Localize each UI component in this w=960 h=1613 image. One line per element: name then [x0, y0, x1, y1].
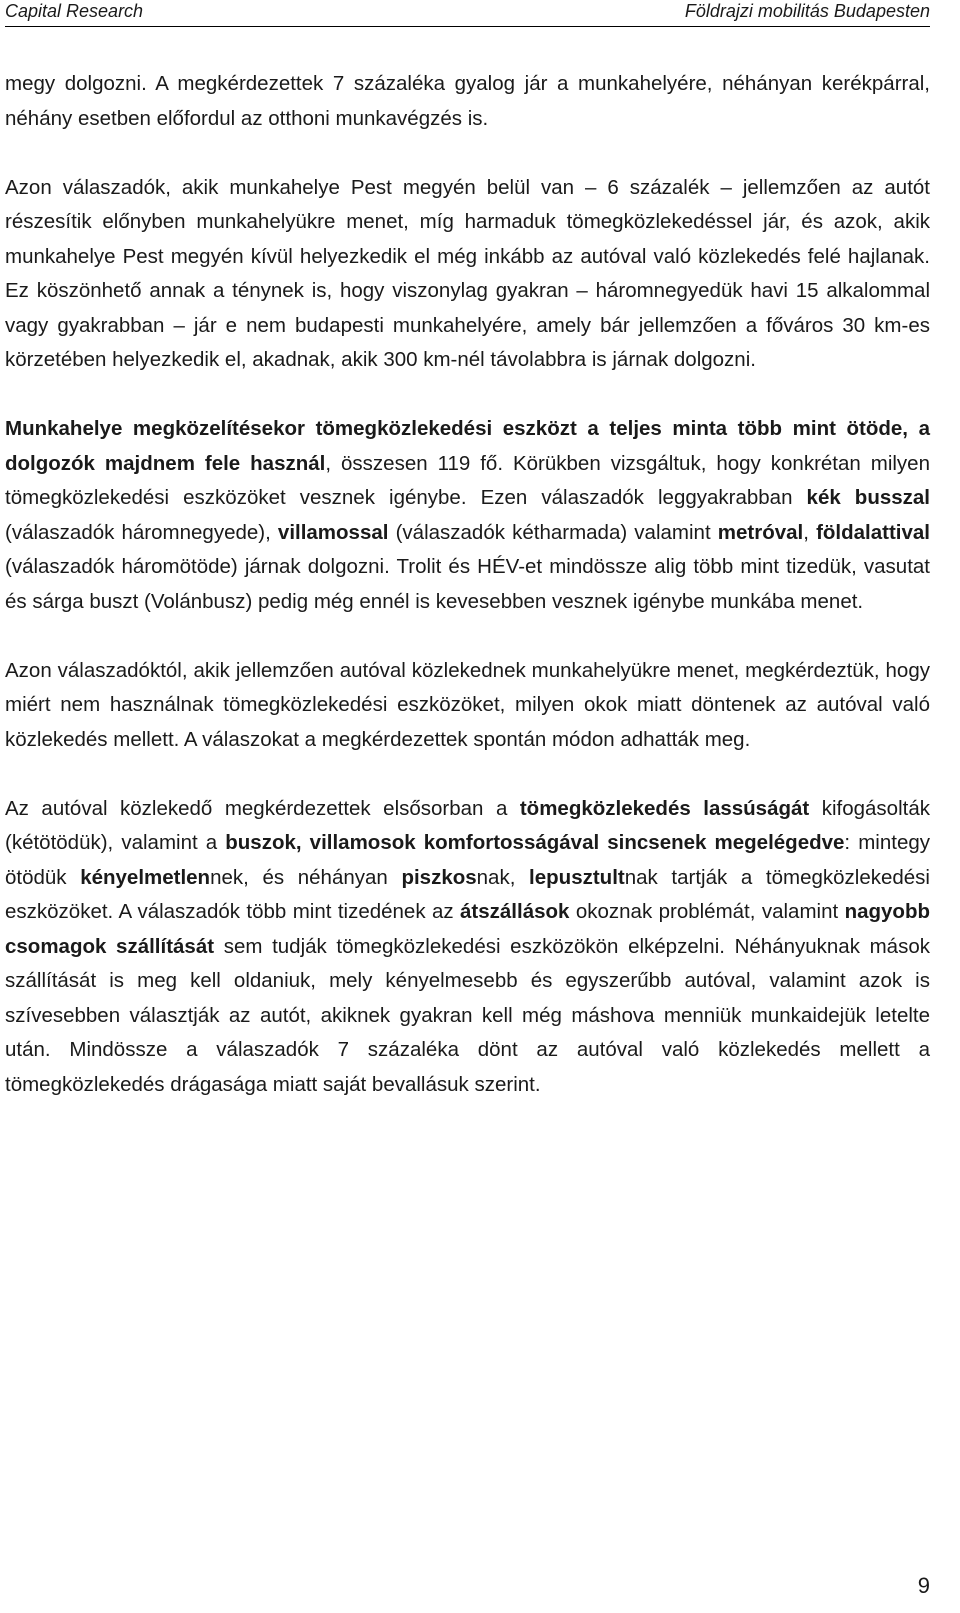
- paragraph-text: (válaszadók háromötöde) járnak dolgozni. Trolit és HÉV-et mindössze alig több mint tizedük, vasutat és sárga buszt (Volánbusz) pedig még ennél is kevesebben vesznek igénybe munkába menet.: [5, 555, 930, 613]
- emphasis-text: nagyobb csomagok szállítását: [5, 900, 930, 958]
- paragraph-text: kifogásolták (kétötödük), valamint a: [5, 796, 930, 854]
- emphasis-text: Munkahelye megközelítésekor tömegközlekedési eszközt a teljes minta több mint ötöde, a dolgozók majdnem fele használ: [5, 417, 930, 475]
- paragraph-text: okoznak problémát, valamint: [569, 900, 845, 923]
- paragraph-1: megy dolgozni. A megkérdezettek 7 százaléka gyalog jár a munkahelyére, néhányan kerékpárral, néhány esetben előfordul az otthoni munkavégzés is.: [5, 72, 930, 130]
- paragraph-3: [5, 412, 930, 619]
- paragraph-text: nek, és néhányan: [210, 865, 402, 889]
- paragraph-text: sem tudják tömegközlekedési eszközökön elképzelni. Néhányuknak mások szállítását is meg kell oldaniuk, mely kényelmesebb és egyszerűbb autóval, valamint azok is szívesebben választják az autót, akiknek gyakran kell még máshova menniük munkaidejük letelte után. Mindössze a válaszadók 7 százaléka dönt az autóval való közlekedés mellett a tömegközlekedés drágasága miatt saját bevallásuk szerint.: [5, 934, 930, 1096]
- document-body: [5, 67, 930, 1102]
- paragraph-text: nak tartják a tömegközlekedési eszközöket. A válaszadók több mint tizedének az: [5, 865, 930, 923]
- emphasis-text: metróval: [717, 520, 804, 544]
- header-document-title: Földrajzi mobilitás Budapesten: [684, 1, 930, 21]
- paragraph-2: Azon válaszadók, akik munkahelye Pest megyén belül van – 6 százalék – jellemzően az autót részesítik előnyben munkahelyükre menet, míg harmaduk tömegközlekedéssel jár, és azok, akik munkahelye Pest megyén kívül helyezkedik el még inkább az autóval való közlekedés felé hajlanak. Ez köszönhető annak a ténynek is, hogy viszonylag gyakran – háromnegyedük havi 15 alkalommal vagy gyakrabban – jár e nem budapesti munkahelyére, amely bár jellemzően a főváros 30 km-es körzetében helyezkedik el, akadnak, akik 300 km-nél távolabbra is járnak dolgozni.: [5, 175, 930, 371]
- page-number: 9: [917, 1573, 930, 1598]
- paragraph-text: (válaszadók kétharmada) valamint: [388, 520, 718, 544]
- emphasis-text: földalattival: [816, 520, 930, 544]
- paragraph-text: nak,: [476, 865, 530, 889]
- emphasis-text: kényelmetlen: [80, 865, 211, 889]
- header-publisher: Capital Research: [5, 1, 144, 21]
- emphasis-text: lepusztult: [529, 865, 625, 889]
- paragraph-text: Az autóval közlekedő megkérdezettek elsősorban a: [5, 796, 520, 820]
- page-header: [5, 0, 930, 27]
- paragraph-text: : mintegy ötödük: [5, 831, 930, 889]
- emphasis-text: villamossal: [277, 520, 389, 544]
- paragraph-text: (válaszadók háromnegyede),: [5, 520, 278, 544]
- emphasis-text: kék busszal: [806, 486, 931, 509]
- emphasis-text: buszok, villamosok komfortosságával sincsenek megelégedve: [225, 831, 845, 854]
- paragraph-5: [5, 792, 930, 1103]
- emphasis-text: piszkos: [401, 865, 477, 889]
- paragraph-text: ,: [803, 520, 817, 544]
- emphasis-text: tömegközlekedés lassúságát: [519, 796, 810, 820]
- paragraph-text: , összesen 119 fő. Körükben vizsgáltuk, hogy konkrétan milyen tömegközlekedési eszközöket vesznek igénybe. Ezen válaszadók leggyakrabban: [5, 451, 930, 509]
- paragraph-4: Azon válaszadóktól, akik jellemzően autóval közlekednek munkahelyükre menet, megkérdeztük, hogy miért nem használnak tömegközlekedési eszközöket, milyen okok miatt döntenek az autóval való közlekedés mellett. A válaszokat a megkérdezettek spontán módon adhatták meg.: [5, 658, 930, 751]
- emphasis-text: átszállások: [460, 900, 570, 923]
